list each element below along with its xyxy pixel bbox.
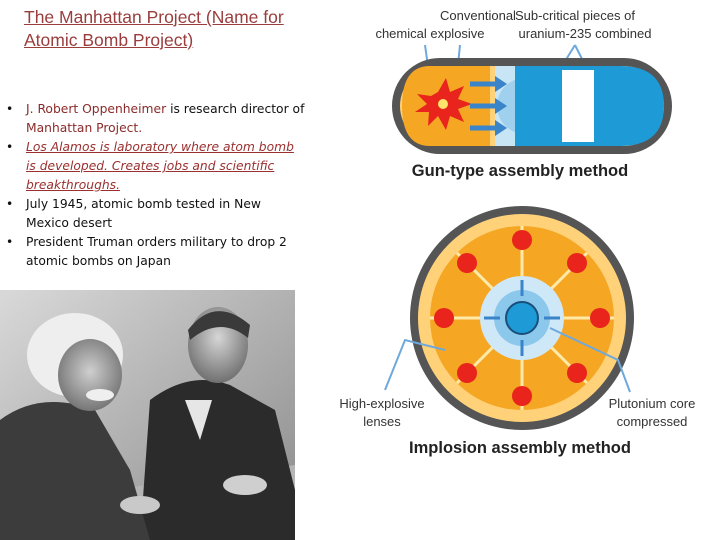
bullet-text: Manhattan Project. bbox=[26, 121, 143, 135]
bullet-list bbox=[6, 100, 306, 271]
label-plutonium-core: Plutonium core bbox=[608, 396, 696, 411]
label-subcritical: Sub-critical pieces of bbox=[515, 8, 635, 23]
bullet-dot: • bbox=[6, 235, 14, 249]
implosion-device bbox=[410, 206, 634, 430]
bullet-item bbox=[6, 195, 306, 233]
label-conventional: chemical explosive bbox=[375, 26, 485, 41]
slide-title: The Manhattan Project (Name for Atomic Bomb Project) bbox=[24, 7, 284, 50]
bullet-text: is research director of bbox=[166, 102, 305, 116]
bullet-dot: • bbox=[6, 102, 14, 116]
label-plutonium-core: compressed bbox=[616, 414, 688, 429]
label-subcritical: uranium-235 combined bbox=[518, 26, 652, 41]
gun-type-device bbox=[392, 58, 672, 154]
heading-gun-type: Gun-type assembly method bbox=[411, 162, 629, 180]
bullet-text: J. Robert Oppenheimer bbox=[26, 102, 167, 116]
bullet-item bbox=[6, 233, 306, 271]
bullet-text: President Truman orders military to drop 2 atomic bombs on Japan bbox=[26, 235, 287, 268]
bullet-dot: • bbox=[6, 197, 14, 211]
label-lenses: High-explosive bbox=[339, 396, 425, 411]
label-lenses: lenses bbox=[363, 414, 401, 429]
bullet-item bbox=[6, 138, 306, 195]
heading-implosion: Implosion assembly method bbox=[409, 439, 631, 457]
assembly-diagram bbox=[330, 0, 720, 470]
bullet-dot: • bbox=[6, 140, 14, 154]
label-conventional: Conventional bbox=[440, 8, 516, 23]
bullet-item bbox=[6, 100, 306, 138]
bullet-text: Los Alamos is laboratory where atom bomb is developed. Creates jobs and scientific breakthroughs. bbox=[26, 140, 294, 192]
scientists-photo bbox=[0, 290, 295, 540]
bullet-text: July 1945, atomic bomb tested in New Mexico desert bbox=[26, 197, 261, 230]
